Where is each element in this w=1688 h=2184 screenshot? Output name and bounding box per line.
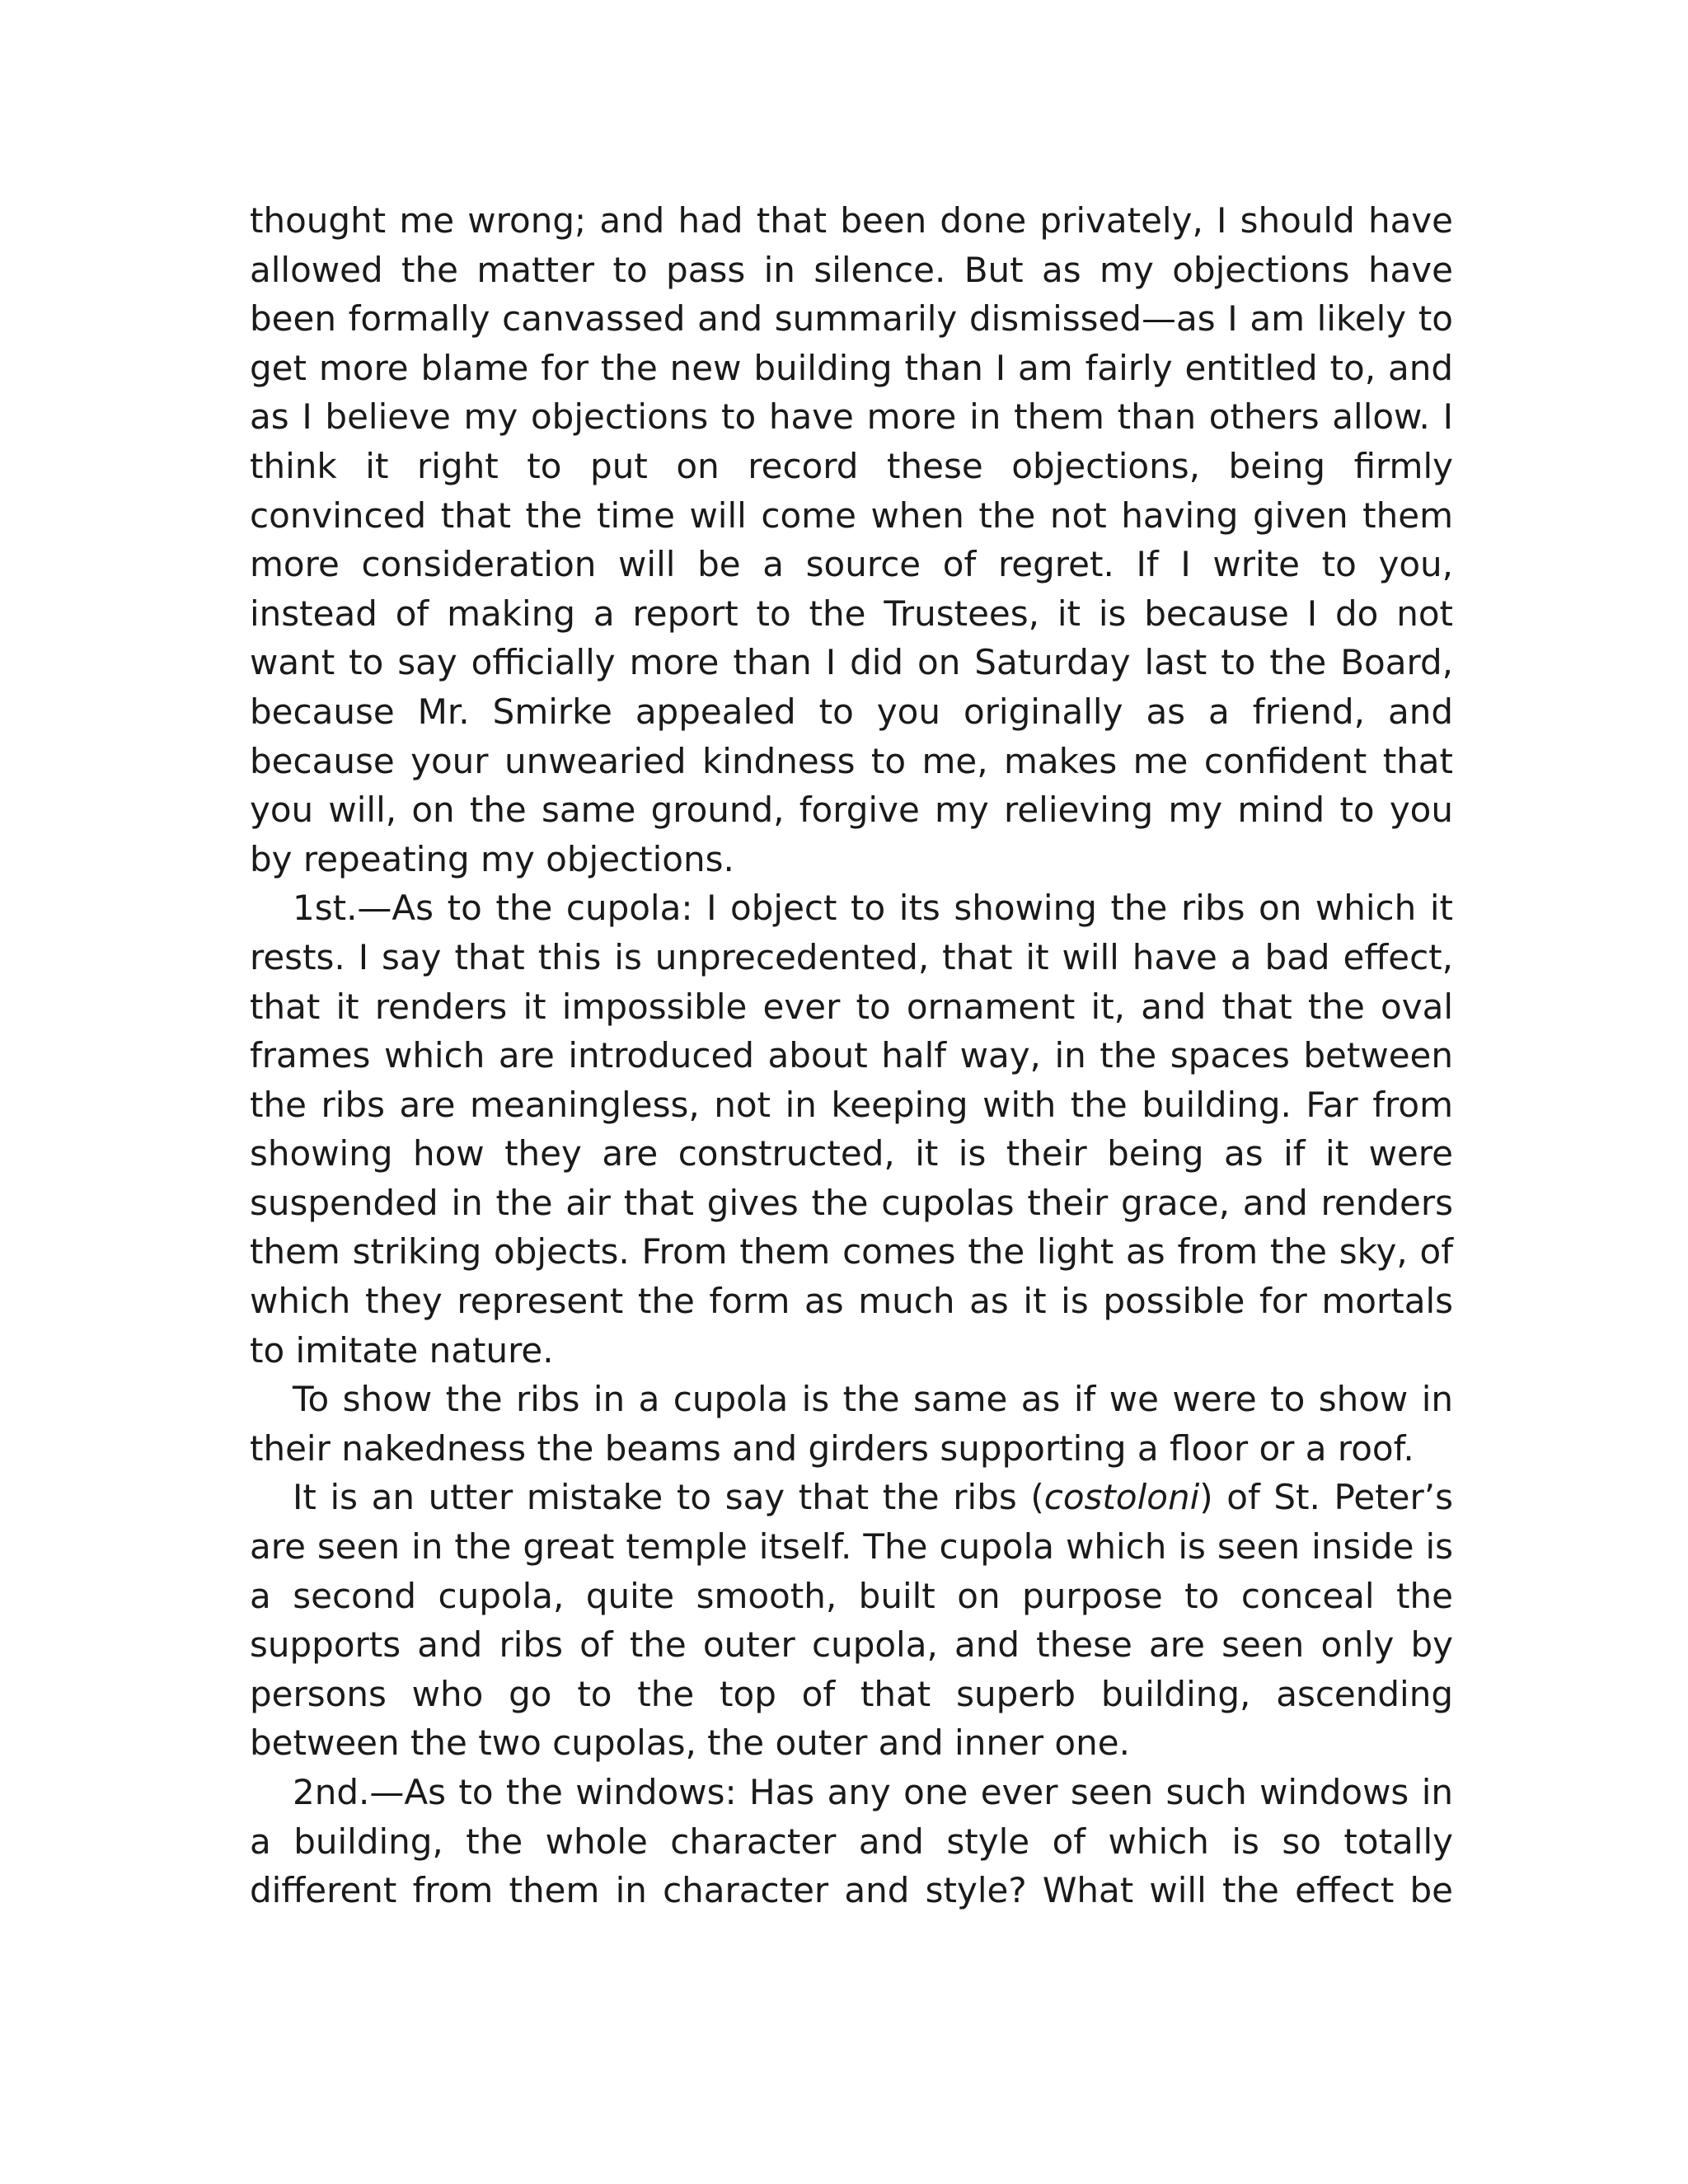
letter-body (250, 196, 1453, 1915)
paragraph-4-text-b: ) of St. Peter’s are seen in the great temple itself. The cupola which is seen inside is a second cupola, quite smooth, built on purpose to conceal the supports and ribs of the outer cupola, and these are seen only by persons who go to the top of that superb building, ascending between the two cupolas, the outer and inner one. (250, 1477, 1453, 1764)
paragraph-5-windows-objection (250, 1768, 1453, 1915)
italic-term-costoloni: costoloni (1043, 1477, 1200, 1518)
paragraph-2-text: 1st.—As to the cupola: I object to its showing the ribs on which it rests. I say that this is unprecedented, that it will have a bad effect, that it renders it impossible ever to ornament it, and that the oval frames which are introduced about half way, in the spaces between the ribs are meaningless, not in keeping with the building. Far from showing how they are constructed, it is their being as if it were suspended in the air that gives the cupolas their grace, and renders them striking objects. From them comes the light as from the sky, of which they represent the form as much as it is possible for mortals to imitate nature. (250, 888, 1453, 1371)
paragraph-1-text: thought me wrong; and had that been done privately, I should have allowed the matter to pass in silence. But as my objections have been formally canvassed and summarily dismissed—as I am likely to get more blame for the new building than I am fairly entitled to, and as I believe my objections to have more in them than others allow. I think it right to put on record these objections, being firmly convinced that the time will come when the not having given them more consideration will be a source of regret. If I write to you, instead of making a report to the Trustees, it is because I do not want to say officially more than I did on Saturday last to the Board, because Mr. Smirke appealed to you originally as a friend, and because your unwearied kindness to me, makes me confident that you will, on the same ground, forgive my relieving my mind to you by repeating my objections. (250, 200, 1453, 879)
paragraph-2-cupola-objection (250, 883, 1453, 1375)
paragraph-3 (250, 1375, 1453, 1473)
paragraph-4-text-a: It is an utter mistake to say that the ribs ( (293, 1477, 1044, 1518)
paragraph-4-st-peters (250, 1473, 1453, 1768)
paragraph-5-text: 2nd.—As to the windows: Has any one ever seen such windows in a building, the whole character and style of which is so totally different from them in character and style? What will the effect be (250, 1772, 1453, 1911)
paragraph-1 (250, 196, 1453, 883)
paragraph-3-text: To show the ribs in a cupola is the same as if we were to show in their nakedness the beams and girders supporting a floor or a roof. (250, 1379, 1453, 1469)
